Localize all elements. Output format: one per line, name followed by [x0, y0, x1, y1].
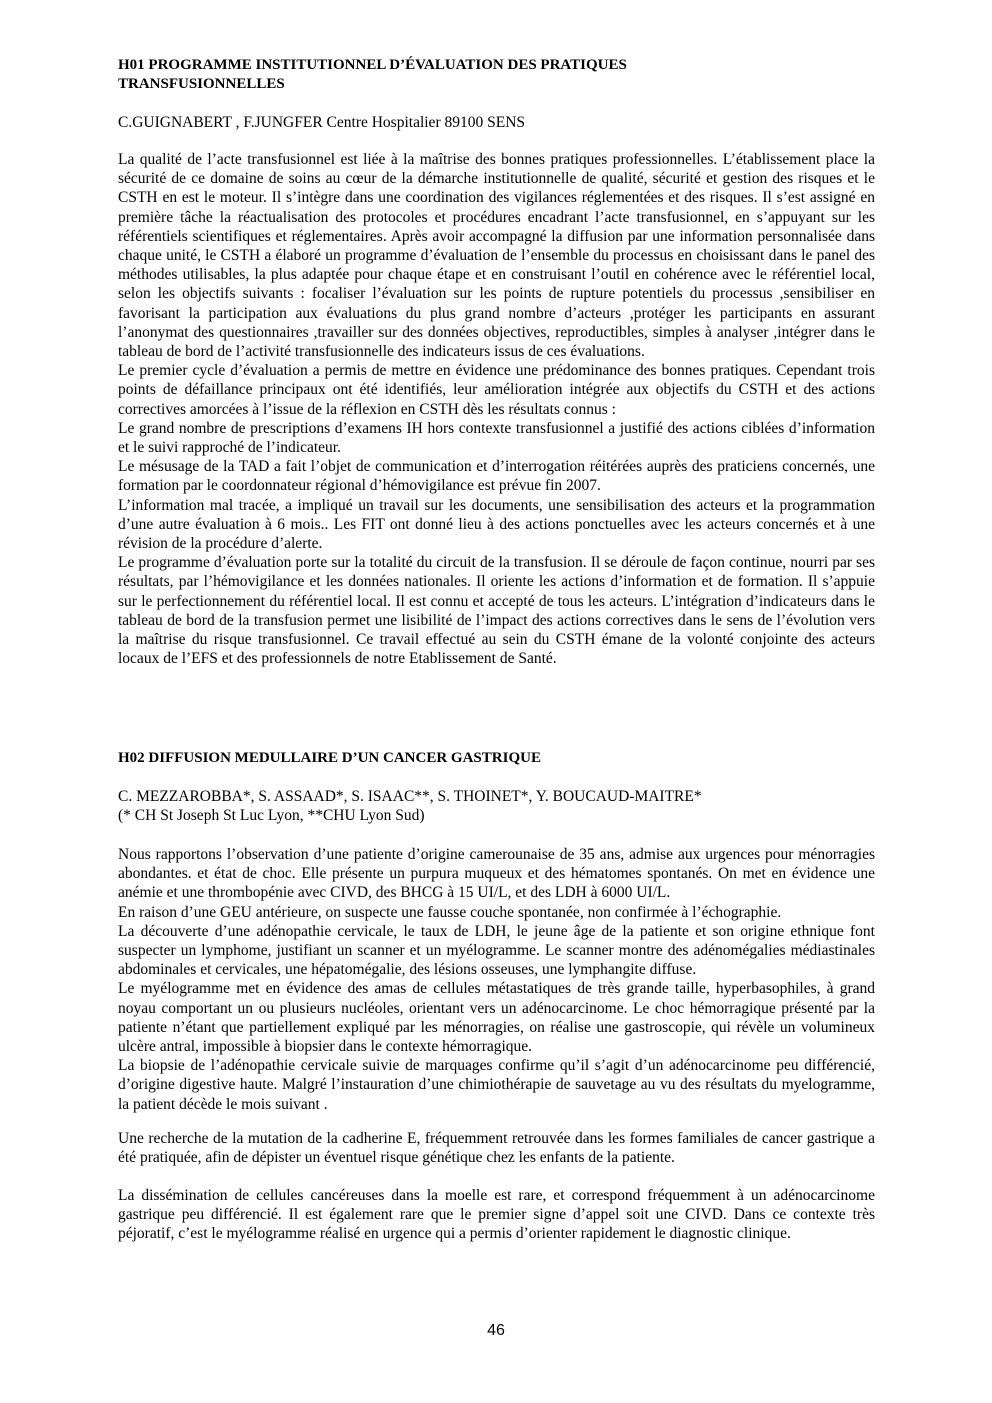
- paragraph: Le myélogramme met en évidence des amas de cellules métastatiques de très grande taille, hyperbasophiles, à grand noyau comportant un ou plusieurs nucléoles, orientant vers un adénocarcinome. Le choc hémorragique présenté par la patiente n’étant que partiellement expliqué par les ménorragies, on réalise une gastroscopie, qui révèle un volumineux ulcère antral, impossible à biopsier dans le contexte hémorragique.: [118, 980, 875, 1056]
- authors-line: C. MEZZAROBBA*, S. ASSAAD*, S. ISAAC**, S. THOINET*, Y. BOUCAUD-MAITRE*: [118, 788, 702, 805]
- section-h02: [118, 749, 875, 768]
- paragraph: Nous rapportons l’observation d’une patiente d’origine camerounaise de 35 ans, admise aux urgences pour ménorragies abondantes. et état de choc. Elle présente un purpura muqueux et des hématomes spontanés. On met en évidence une anémie et une thrombopénie avec CIVD, des BHCG à 15 UI/L, et des LDH à 6000 UI/L.: [118, 846, 875, 902]
- section-h02-genetics: [118, 1129, 875, 1167]
- section-h02-conclusion: [118, 1186, 875, 1244]
- section-h01-authors: [118, 113, 875, 132]
- paragraph: La qualité de l’acte transfusionnel est liée à la maîtrise des bonnes pratiques professionnelles. L’établissement place la sécurité de ce domaine de soins au cœur de la démarche institutionnelle de qualité, sécurité et gestion des risques et le CSTH en est le moteur. Il s’intègre dans une coordination des vigilances réglementées et des risques. Il s’est assigné en première tâche la réactualisation des protocoles et procédures encadrant l’acte transfusionnel, en s’appuyant sur les référentiels scientifiques et réglementaires. Après avoir accompagné la diffusion par une information personnalisée dans chaque unité, le CSTH a élaboré un programme d’évaluation de l’ensemble du processus en choisissant dans le panel des méthodes utilisables, la plus adaptée pour chaque étape et en construisant l’outil en cohérence avec le référentiel local, selon les objectifs suivants : focaliser l’évaluation sur les points de rupture potentiels du processus ,sensibiliser en favorisant la participation aux évaluations du plus grand nombre d’acteurs ,protéger les participants en assurant l’anonymat des questionnaires ,travailler sur des données objectives, reproductibles, simples à analyser ,intégrer dans le tableau de bord de l’activité transfusionnelle des indicateurs issus de ces évaluations.: [118, 151, 875, 361]
- paragraph: Une recherche de la mutation de la cadherine E, fréquemment retrouvée dans les formes familiales de cancer gastrique a été pratiquée, afin de dépister un éventuel risque génétique chez les enfants de la patiente.: [118, 1130, 875, 1167]
- paragraph: En raison d’une GEU antérieure, on suspecte une fausse couche spontanée, non confirmée à l’échographie.: [118, 903, 782, 921]
- paragraph: La biopsie de l’adénopathie cervicale suivie de marquages confirme qu’il s’agit d’un adénocarcinome peu différencié, d’origine digestive haute. Malgré l’instauration d’une chimiothérapie de sauvetage au vu des résultats du myelogramme, la patient décède le mois suivant .: [118, 1057, 875, 1113]
- paragraph: L’information mal tracée, a impliqué un travail sur les documents, une sensibilisation des acteurs et la programmation d’une autre évaluation à 6 mois.. Les FIT ont donné lieu à des actions ponctuelles avec les acteurs concernés et à une révision de la procédure d’alerte.: [118, 496, 875, 553]
- section-h02-authors: [118, 787, 875, 825]
- paragraph: Le programme d’évaluation porte sur la totalité du circuit de la transfusion. Il se déroule de façon continue, nourri par ses résultats, par l’hémovigilance et les données nationales. Il oriente les actions d’information et de formation. Il s’appuie sur le perfectionnement du référentiel local. Il est connu et accepté de tous les acteurs. L’intégration d’indicateurs dans le tableau de bord de la transfusion permet une lisibilité de l’impact des actions correctives dans le sens de l’évolution vers la maîtrise du risque transfusionnel. Ce travail effectué au sein du CSTH émane de la volonté conjointe des acteurs locaux de l’EFS et des professionnels de notre Etablissement de Santé.: [118, 554, 875, 668]
- affiliation-line: (* CH St Joseph St Luc Lyon, **CHU Lyon Sud): [118, 807, 425, 824]
- section-h01-body: [118, 150, 875, 668]
- authors-affiliation: C.GUIGNABERT , F.JUNGFER Centre Hospitalier 89100 SENS: [118, 114, 526, 131]
- section-title: H02 DIFFUSION MEDULLAIRE D’UN CANCER GASTRIQUE: [118, 750, 541, 766]
- paragraph: La découverte d’une adénopathie cervicale, le taux de LDH, le jeune âge de la patiente et son origine ethnique font suspecter un lymphome, justifiant un scanner et un myélogramme. Le scanner montre des adénomégalies médiastinales abdominales et cervicales, une hépatomégalie, des lésions osseuses, une lymphangite diffuse.: [118, 922, 875, 979]
- section-h02-body: [118, 845, 875, 1114]
- paragraph: Le mésusage de la TAD a fait l’objet de communication et d’interrogation réitérées auprès des praticiens concernés, une formation par le coordonnateur régional d’hémovigilance est prévue fin 2007.: [118, 458, 875, 495]
- section-h01: [118, 56, 875, 94]
- page-number: 46: [487, 1322, 505, 1339]
- paragraph: Le premier cycle d’évaluation a permis de mettre en évidence une prédominance des bonnes pratiques. Cependant trois points de défaillance principaux ont été identifiés, leur amélioration intégrée aux objectifs du CSTH et des actions correctives amorcées à l’issue de la réflexion en CSTH dès les résultats connus :: [118, 362, 875, 418]
- paragraph: La dissémination de cellules cancéreuses dans la moelle est rare, et correspond fréquemment à un adénocarcinome gastrique peu différencié. Il est également rare que le premier signe d’appel soit une CIVD. Dans ce contexte très péjoratif, c’est le myélogramme réalisé en urgence qui a permis d’orienter rapidement le diagnostic clinique.: [118, 1187, 875, 1243]
- section-title-line1: H01 PROGRAMME INSTITUTIONNEL D’ÉVALUATION DES PRATIQUES: [118, 57, 627, 73]
- paragraph: Le grand nombre de prescriptions d’examens IH hors contexte transfusionnel a justifié des actions ciblées d’information et le suivi rapproché de l’indicateur.: [118, 419, 875, 457]
- section-title-line2: TRANSFUSIONNELLES: [118, 76, 285, 92]
